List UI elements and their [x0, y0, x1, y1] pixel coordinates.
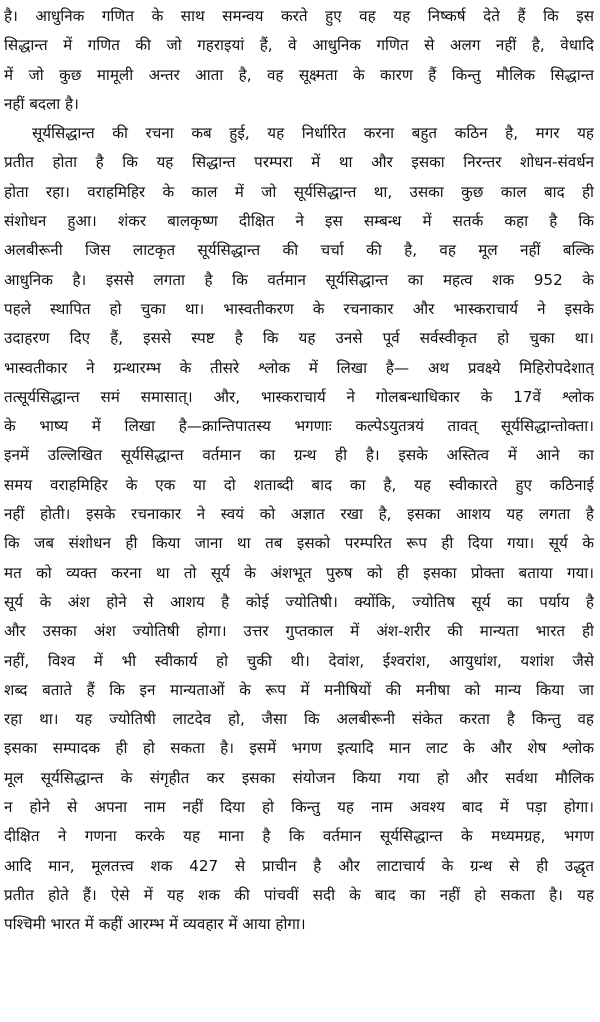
text-line: शब्द बताते हैं कि इन मान्यताओं के रूप में मनीषियों की मनीषा को मान्य किया जा	[4, 680, 594, 699]
text-line: और उसका अंश ज्योतिषी होगा। उत्तर गुप्तकाल में अंश-शरीर की मान्यता भारत ही	[4, 622, 594, 641]
text-line: के भाष्य में लिखा है—क्रान्तिपातस्य भगणाः कल्पेऽयुतत्रयं तावत् सूर्यसिद्धान्तोक्ता।	[4, 417, 594, 436]
text-line: पहले स्थापित हो चुका था। भास्वतीकरण के रचनाकार और भास्कराचार्य ने इसके	[4, 299, 594, 318]
text-line: नहीं होती। इसके रचनाकार ने स्वयं को अज्ञात रखा है, इसका आशय यह लगता है	[4, 505, 594, 524]
text-line: प्रतीत होता है कि यह सिद्धान्त परम्परा में था और इसका निरन्तर शोधन-संवर्धन	[4, 153, 594, 172]
text-line: आदि मान, मूलतत्त्व शक 427 से प्राचीन है और लाटाचार्य के ग्रन्थ से ही उद्धृत	[4, 856, 594, 875]
text-line: इनमें उल्लिखित सूर्यसिद्धान्त वर्तमान का ग्रन्थ ही है। इसके अस्तित्व में आने का	[4, 446, 594, 465]
text-line: अलबीरूनी जिस लाटकृत सूर्यसिद्धान्त की चर्चा की है, वह मूल नहीं बल्कि	[4, 241, 594, 260]
text-line: न होने से अपना नाम नहीं दिया हो किन्तु यह नाम अवश्य बाद में पड़ा होगा।	[4, 798, 594, 817]
text-line: नहीं बदला है।	[4, 94, 79, 113]
text-line: उदाहरण दिए हैं, इससे स्पष्ट है कि यह उनसे पूर्व सर्वस्वीकृत हो चुका था।	[4, 329, 594, 348]
text-line: तत्सूर्यसिद्धान्त समं समासात्। और, भास्कराचार्य ने गोलबन्धाधिकार के 17वें श्लोक	[4, 387, 594, 406]
text-line: आधुनिक है। इससे लगता है कि वर्तमान सूर्यसिद्धान्त का महत्व शक 952 के	[4, 270, 594, 289]
text-line: है। आधुनिक गणित के साथ समन्वय करते हुए वह यह निष्कर्ष देते हैं कि इस	[4, 7, 594, 25]
text-line: पश्चिमी भारत में कहीं आरम्भ में व्यवहार में आया होगा।	[4, 915, 306, 934]
paragraph-1	[4, 2, 594, 119]
text-line: कि जब संशोधन ही किया जाना था तब इसको परम्परित रूप ही दिया गया। सूर्य के	[4, 534, 594, 553]
text-line: सूर्य के अंश होने से आशय है कोई ज्योतिषी। क्योंकि, ज्योतिष सूर्य का पर्याय है	[4, 592, 594, 611]
text-line: सूर्यसिद्धान्त की रचना कब हुई, यह निर्धारित करना बहुत कठिन है, मगर यह	[32, 124, 594, 143]
text-line: इसका सम्पादक ही हो सकता है। इसमें भगण इत्यादि मान लाट के और शेष श्लोक	[4, 739, 594, 758]
text-line: भास्वतीकार ने ग्रन्थारम्भ के तीसरे श्लोक में लिखा है— अथ प्रवक्ष्ये मिहिरोपदेशात्	[4, 358, 594, 377]
text-line: मूल सूर्यसिद्धान्त के संगृहीत कर इसका संयोजन किया गया हो और सर्वथा मौलिक	[4, 768, 594, 787]
text-line: समय वराहमिहिर के एक या दो शताब्दी बाद का है, यह स्वीकारते हुए कठिनाई	[4, 475, 594, 494]
text-line: प्रतीत होते हैं। ऐसे में यह शक की पांचवीं सदी के बाद का नहीं हो सकता है। यह	[4, 885, 594, 904]
paragraph-2	[4, 119, 594, 939]
text-line: दीक्षित ने गणना करके यह माना है कि वर्तमान सूर्यसिद्धान्त के मध्यमग्रह, भगण	[4, 827, 594, 846]
text-line: संशोधन हुआ। शंकर बालकृष्ण दीक्षित ने इस सम्बन्ध में सतर्क कहा है कि	[4, 212, 594, 231]
text-line: सिद्धान्त में गणित की जो गहराइयां हैं, वे आधुनिक गणित से अलग नहीं है, वेधादि	[4, 36, 594, 55]
text-line: रहा था। यह ज्योतिषी लाटदेव हो, जैसा कि अलबीरूनी संकेत करता है किन्तु वह	[4, 710, 594, 729]
text-line: होता रहा। वराहमिहिर के काल में जो सूर्यसिद्धान्त था, उसका कुछ काल बाद ही	[4, 182, 594, 201]
text-line: में जो कुछ मामूली अन्तर आता है, वह सूक्ष्मता के कारण हैं किन्तु मौलिक सिद्धान्त	[4, 65, 594, 84]
text-line: नहीं, विश्व में भी स्वीकार्य हो चुकी थी। देवांश, ईश्वरांश, आयुधांश, यशांश जैसे	[4, 651, 594, 670]
text-line: मत को व्यक्त करना था तो सूर्य के अंशभूत पुरुष को ही इसका प्रोक्ता बताया गया।	[4, 563, 594, 582]
